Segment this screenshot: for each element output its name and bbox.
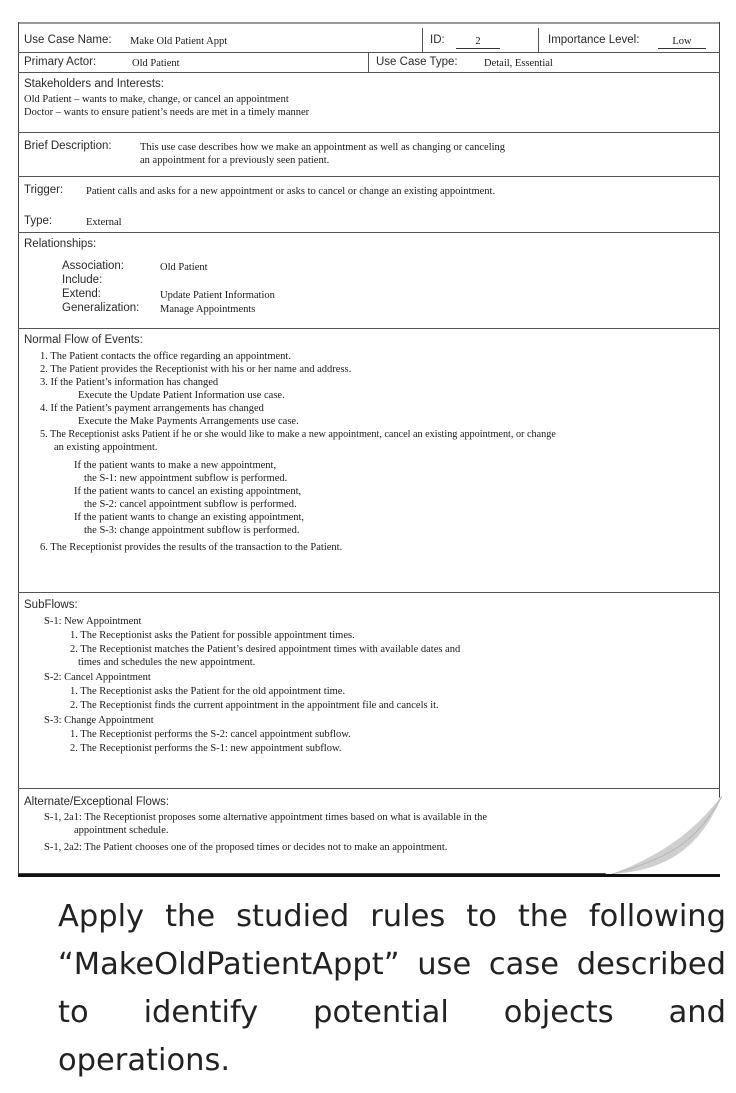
primary-actor-label: Primary Actor: <box>24 56 97 68</box>
flow-step: 6. The Receptionist provides the results of the transaction to the Patient. <box>40 542 343 553</box>
flow-step: 1. The Patient contacts the office regarding an appointment. <box>40 351 291 362</box>
include-label: Include: <box>62 274 103 286</box>
flow-step: If the patient wants to cancel an existing appointment, <box>74 486 302 497</box>
use-case-name-label: Use Case Name: <box>24 34 112 46</box>
relationships-title: Relationships: <box>24 238 97 250</box>
use-case-form <box>18 22 720 874</box>
stakeholders-title: Stakeholders and Interests: <box>24 78 164 90</box>
importance-label: Importance Level: <box>548 34 640 46</box>
flow-step: the S-3: change appointment subflow is performed. <box>84 525 300 536</box>
use-case-type-label: Use Case Type: <box>376 56 458 68</box>
flow-step: the S-1: new appointment subflow is performed. <box>84 473 288 484</box>
trigger-section <box>18 177 720 233</box>
alternate-flow-line: S-1, 2a1: The Receptionist proposes some alternative appointment times based on what is available in the <box>44 812 488 823</box>
brief-description-label: Brief Description: <box>24 140 112 152</box>
header-row-1 <box>18 28 720 53</box>
trigger-label: Trigger: <box>24 184 64 196</box>
flow-step: 4. If the Patient’s payment arrangements has changed <box>40 403 264 414</box>
flow-step: If the patient wants to change an existing appointment, <box>74 512 305 523</box>
instruction-caption: Apply the studied rules to the following “MakeOldPatientAppt” use case described to identify potential objects and operations. <box>58 899 726 1078</box>
subflows-title: SubFlows: <box>24 599 78 611</box>
type-label: Type: <box>24 215 53 227</box>
alternate-flows-title: Alternate/Exceptional Flows: <box>24 796 170 808</box>
generalization-label: Generalization: <box>62 302 140 314</box>
flow-step: Execute the Update Patient Information use case. <box>78 390 285 401</box>
subflow-heading: S-1: New Appointment <box>44 616 142 627</box>
trigger-text: Patient calls and asks for a new appointment or asks to cancel or change an existing appointment. <box>86 186 496 197</box>
primary-actor: Old Patient <box>132 58 180 69</box>
flow-step: 2. The Patient provides the Receptionist with his or her name and address. <box>40 364 352 375</box>
normal-flow-section <box>18 329 720 593</box>
association-label: Association: <box>62 260 125 272</box>
flow-step: the S-2: cancel appointment subflow is performed. <box>84 499 297 510</box>
use-case-type: Detail, Essential <box>484 58 553 69</box>
brief-description-line: an appointment for a previously seen patient. <box>140 155 330 166</box>
flow-step: Execute the Make Payments Arrangements use case. <box>78 416 299 427</box>
header-row-2 <box>18 53 720 73</box>
brief-description-section <box>18 133 720 177</box>
normal-flow-title: Normal Flow of Events: <box>24 334 143 346</box>
id-label: ID: <box>430 34 445 46</box>
subflow-step: 2. The Receptionist finds the current appointment in the appointment file and cancels it. <box>70 700 439 711</box>
bottom-rule <box>18 874 720 877</box>
subflow-heading: S-3: Change Appointment <box>44 715 154 726</box>
alternate-flow-line: S-1, 2a2: The Patient chooses one of the proposed times or decides not to make an appointment. <box>44 842 448 853</box>
brief-description-line: This use case describes how we make an appointment as well as changing or canceling <box>140 142 506 153</box>
association-value: Old Patient <box>160 262 208 273</box>
alternate-flow-line: appointment schedule. <box>74 825 169 836</box>
flow-step: 3. If the Patient’s information has changed <box>40 377 219 388</box>
subflow-step: 1. The Receptionist asks the Patient for possible appointment times. <box>70 630 355 641</box>
subflow-step: 1. The Receptionist performs the S-2: cancel appointment subflow. <box>70 729 351 740</box>
subflow-heading: S-2: Cancel Appointment <box>44 672 151 683</box>
flow-step: 5. The Receptionist asks Patient if he or she would like to make a new appointment, cancel an existing appointment, or change <box>40 429 556 440</box>
stakeholder-line: Doctor – wants to ensure patient’s needs are met in a timely manner <box>24 107 310 118</box>
type-value: External <box>86 217 122 228</box>
extend-label: Extend: <box>62 288 101 300</box>
page-curl-graphic <box>602 796 722 876</box>
stakeholder-line: Old Patient – wants to make, change, or cancel an appointment <box>24 94 289 105</box>
extend-value: Update Patient Information <box>160 290 275 301</box>
stakeholders-section <box>18 73 720 133</box>
flow-step: an existing appointment. <box>54 442 158 453</box>
relationships-section <box>18 233 720 329</box>
subflow-step: 1. The Receptionist asks the Patient for the old appointment time. <box>70 686 346 697</box>
flow-step: If the patient wants to make a new appointment, <box>74 460 277 471</box>
subflow-step: 2. The Receptionist matches the Patient’s desired appointment times with available dates and <box>70 644 461 655</box>
importance-value: Low <box>658 35 706 49</box>
id-value: 2 <box>456 35 500 49</box>
subflow-step: 2. The Receptionist performs the S-1: new appointment subflow. <box>70 743 342 754</box>
generalization-value: Manage Appointments <box>160 304 256 315</box>
use-case-name: Make Old Patient Appt <box>130 36 228 47</box>
subflows-section <box>18 593 720 789</box>
subflow-step: times and schedules the new appointment. <box>78 657 256 668</box>
